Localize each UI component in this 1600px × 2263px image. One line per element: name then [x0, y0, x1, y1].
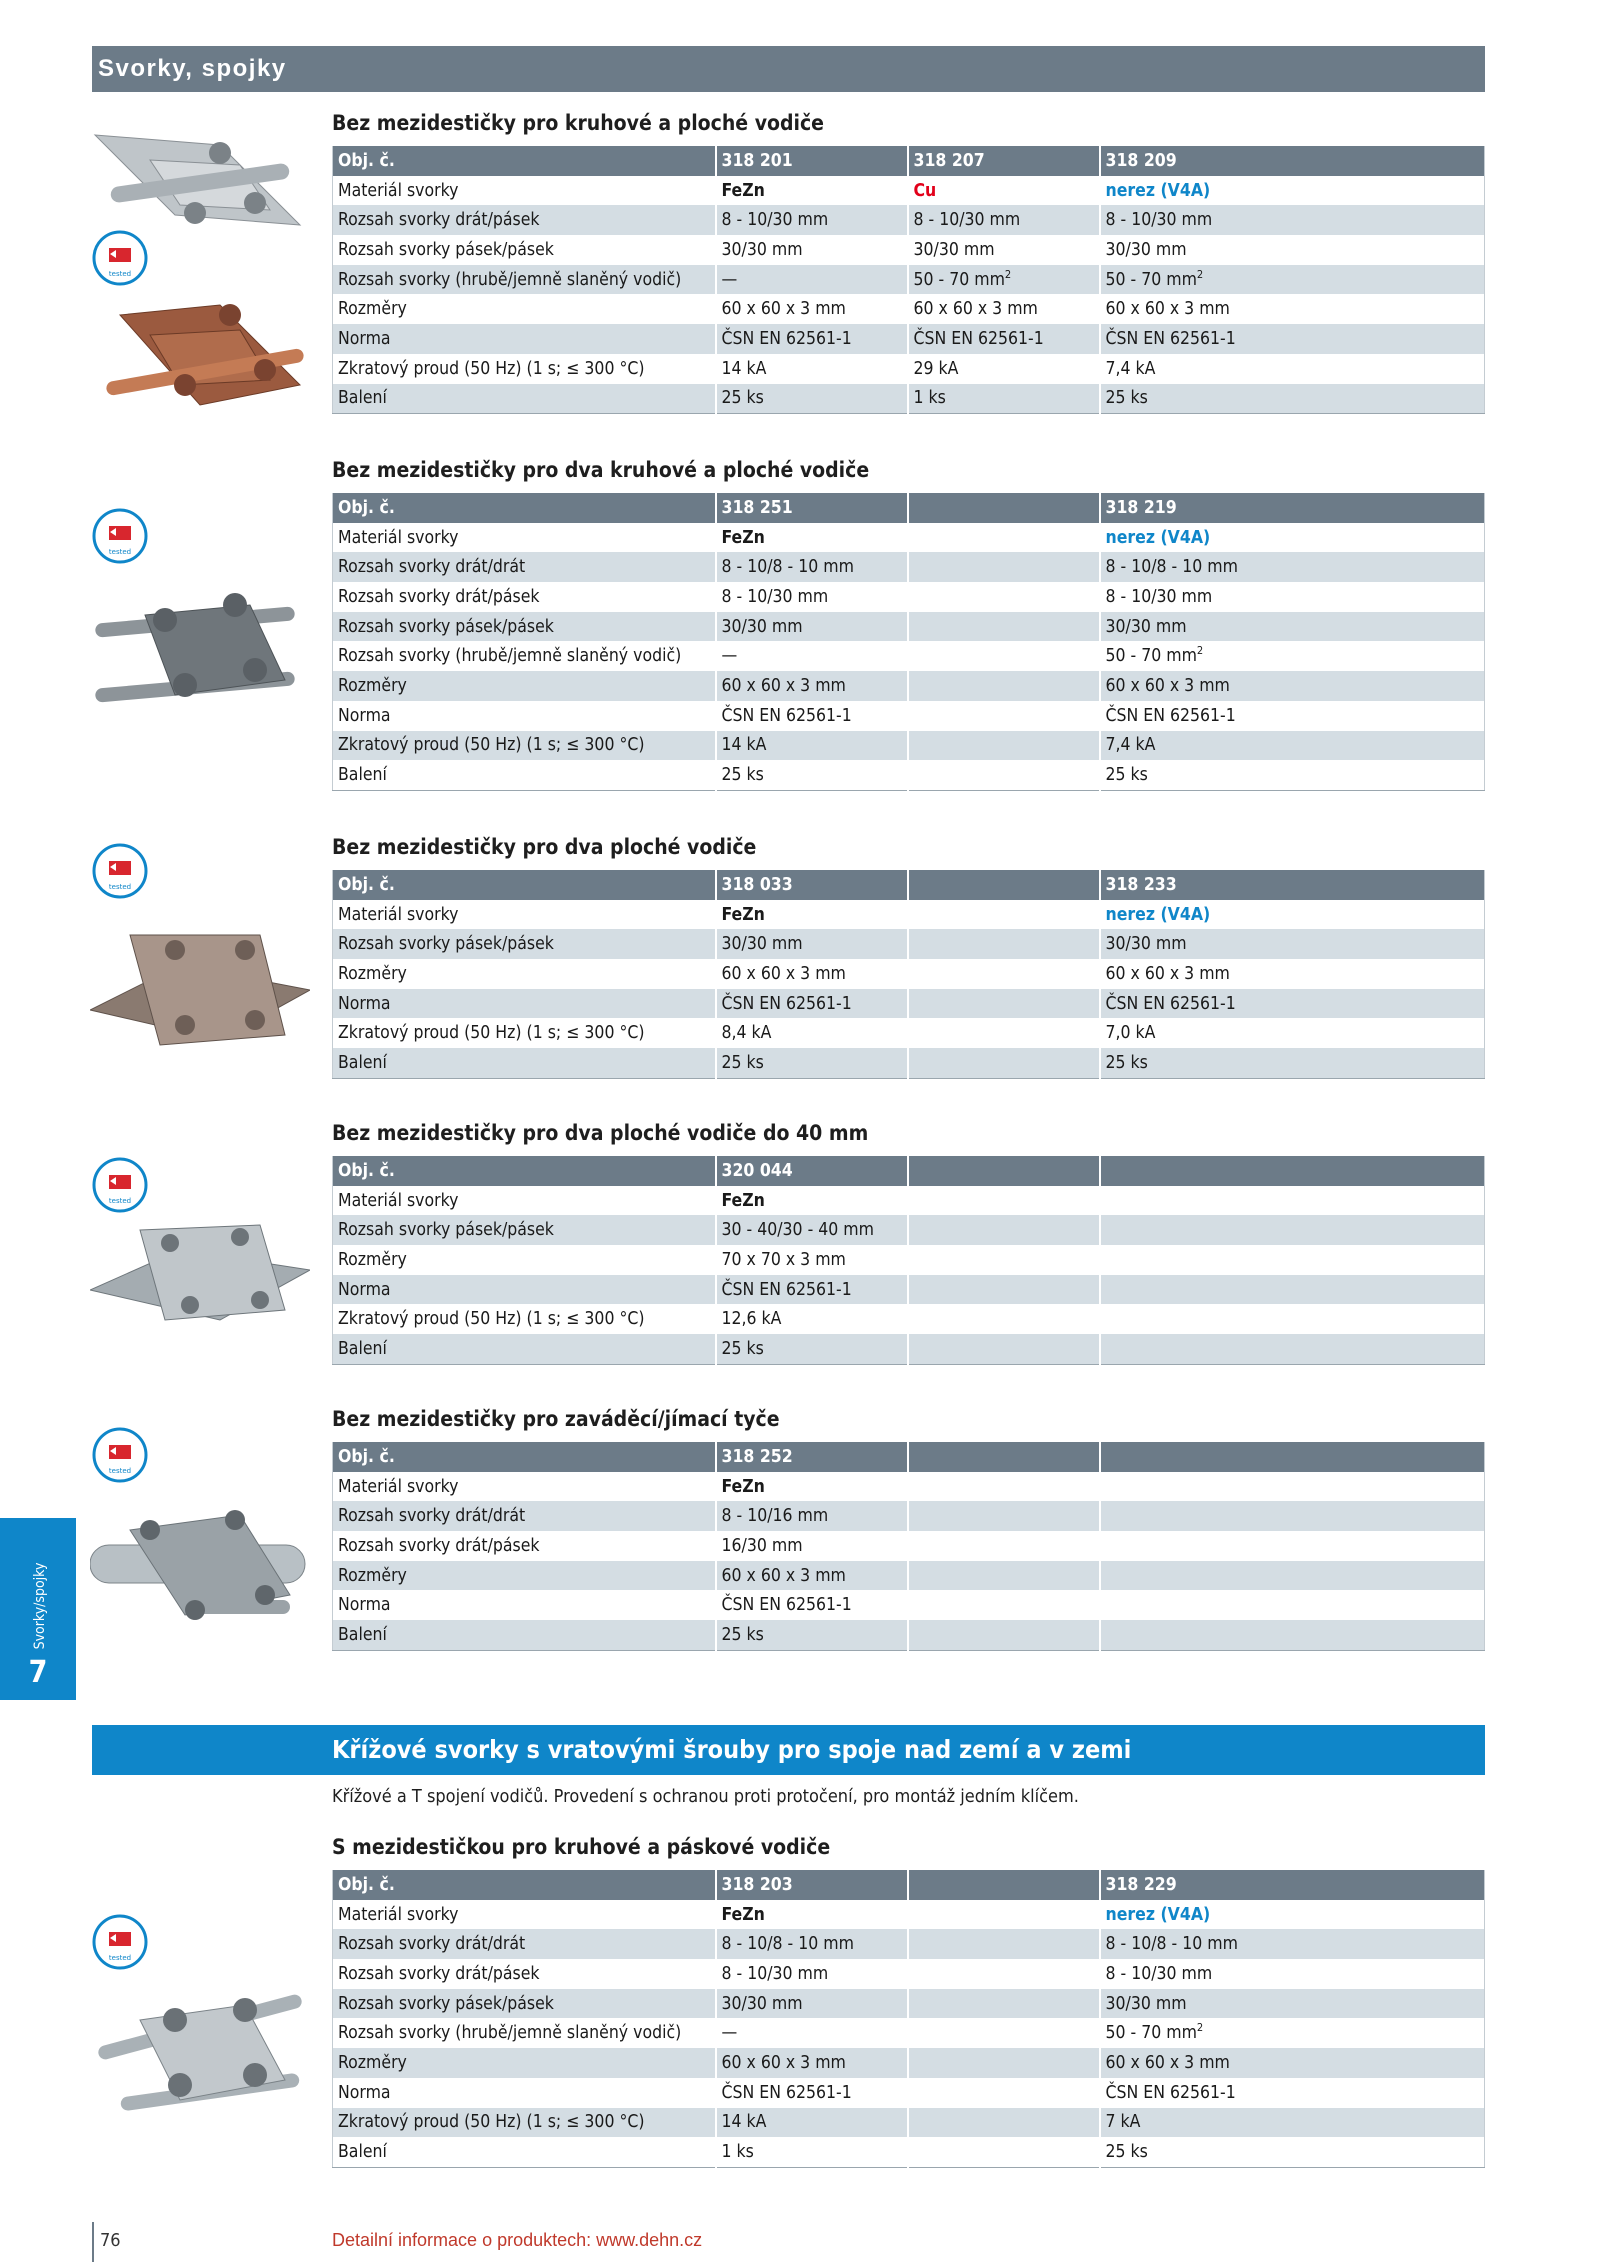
cell-value — [908, 1334, 1100, 1364]
cell-value: 8 - 10/8 - 10 mm — [1100, 552, 1485, 582]
section-round-flat — [332, 110, 1485, 414]
cell-value — [1100, 1531, 1485, 1561]
cell-value: 8 - 10/8 - 10 mm — [716, 1929, 908, 1959]
cell-value — [908, 1959, 1100, 1989]
table-row — [333, 612, 1485, 642]
cell-value: 8 - 10/30 mm — [908, 205, 1100, 235]
cell-value: 8 - 10/8 - 10 mm — [716, 552, 908, 582]
row-label: Zkratový proud (50 Hz) (1 s; ≤ 300 °C) — [333, 2108, 716, 2138]
cell-value: 14 kA — [716, 731, 908, 761]
cell-value: ČSN EN 62561-1 — [1100, 989, 1485, 1019]
section-title: Bez mezidestičky pro kruhové a ploché vodiče — [332, 111, 825, 135]
column-header-order-number: 318 251 — [716, 493, 908, 523]
column-header-order-number: 318 233 — [1100, 870, 1485, 900]
section-two-round-flat — [332, 457, 1485, 791]
cell-value: 7 kA — [1100, 2108, 1485, 2138]
cell-value — [1100, 1590, 1485, 1620]
cell-value — [1100, 1472, 1485, 1502]
cell-value — [908, 552, 1100, 582]
cell-value — [908, 1048, 1100, 1078]
cell-value: 60 x 60 x 3 mm — [1105, 963, 1230, 984]
clamp-rods-image — [90, 1490, 310, 1660]
table-row — [333, 1304, 1485, 1334]
cell-value: 60 x 60 x 3 mm — [1100, 671, 1485, 701]
cell-value: 60 x 60 x 3 mm — [716, 294, 908, 324]
cell-value: 30/30 mm — [1100, 929, 1485, 959]
table-row — [333, 1472, 1485, 1502]
cell-value: 25 ks — [716, 760, 908, 790]
column-header-order-number — [908, 1156, 1100, 1186]
row-label: Rozsah svorky drát/drát — [333, 1501, 716, 1531]
table-row — [333, 2048, 1485, 2078]
cell-value: ČSN EN 62561-1 — [716, 701, 908, 731]
section-title: S mezidestičkou pro kruhové a páskové vodiče — [332, 1835, 831, 1859]
cell-value — [908, 989, 1100, 1019]
chapter-tab-number: 7 — [28, 1655, 48, 1690]
row-label: Norma — [333, 1590, 716, 1620]
cell-value: 70 x 70 x 3 mm — [716, 1245, 908, 1275]
table-row — [333, 1018, 1485, 1048]
section-intro: Křížové a T spojení vodičů. Provedení s ochranou proti protočení, pro montáž jedním klíčem. — [332, 1786, 1079, 1807]
column-header-label: Obj. č. — [333, 1156, 716, 1186]
row-label: Norma — [333, 2078, 716, 2108]
row-label: Rozměry — [333, 1245, 716, 1275]
page-number: 76 — [100, 2230, 121, 2251]
table-row — [333, 1245, 1485, 1275]
table-row — [333, 294, 1485, 324]
svg-text:tested: tested — [108, 548, 132, 556]
table-row — [333, 701, 1485, 731]
cell-value: 25 ks — [716, 384, 908, 414]
cell-value — [908, 1620, 1100, 1650]
cell-value: 30/30 mm — [908, 235, 1100, 265]
cell-value — [908, 1989, 1100, 2019]
row-label: Rozměry — [333, 294, 716, 324]
spec-table — [332, 1442, 1485, 1651]
table-row — [333, 582, 1485, 612]
table-row — [333, 1959, 1485, 1989]
table-row — [333, 205, 1485, 235]
section-title: Bez mezidestičky pro dva ploché vodiče do 40 mm — [332, 1121, 869, 1145]
table-row — [333, 1334, 1485, 1364]
table-row — [333, 2078, 1485, 2108]
cell-value: FeZn — [716, 523, 908, 553]
column-header-order-number: 318 229 — [1100, 1870, 1485, 1900]
footer-link[interactable]: Detailní informace o produktech: www.dehn.cz — [332, 2230, 703, 2250]
spec-table — [332, 870, 1485, 1079]
row-label: Zkratový proud (50 Hz) (1 s; ≤ 300 °C) — [333, 1304, 716, 1334]
tested-badge-icon — [92, 1914, 148, 1970]
table-row — [333, 929, 1485, 959]
cell-value: 25 ks — [716, 1620, 908, 1650]
cell-value — [908, 1186, 1100, 1216]
cell-value: 50 - 70 $mm^2$ — [1105, 644, 1204, 667]
cell-value: ČSN EN 62561-1 — [716, 989, 908, 1019]
cell-value — [908, 900, 1100, 930]
cell-value: FeZn — [716, 900, 908, 930]
row-label: Rozměry — [333, 959, 716, 989]
cell-value — [1100, 1215, 1485, 1245]
column-header-order-number: 318 203 — [716, 1870, 908, 1900]
table-row — [333, 1215, 1485, 1245]
cell-value: 60 x 60 x 3 mm — [908, 294, 1100, 324]
cell-value — [908, 1501, 1100, 1531]
row-label: Rozsah svorky drát/pásek — [333, 1959, 716, 1989]
cell-value: 30/30 mm — [1105, 239, 1187, 260]
table-row — [333, 641, 1485, 671]
column-header-order-number — [1100, 1156, 1485, 1186]
cell-value — [1100, 1620, 1485, 1650]
row-label: Norma — [333, 989, 716, 1019]
row-label: Balení — [333, 1334, 716, 1364]
table-row — [333, 760, 1485, 790]
row-label: Rozsah svorky pásek/pásek — [333, 612, 716, 642]
cell-value — [908, 2048, 1100, 2078]
row-label: Rozsah svorky pásek/pásek — [333, 1989, 716, 2019]
cell-value: ČSN EN 62561-1 — [716, 2078, 908, 2108]
column-header-order-number — [908, 870, 1100, 900]
cell-value — [1100, 1186, 1485, 1216]
table-row — [333, 235, 1485, 265]
row-label: Rozsah svorky pásek/pásek — [333, 235, 716, 265]
cell-value: 25 ks — [1105, 765, 1148, 786]
section-title: Bez mezidestičky pro dva ploché vodiče — [332, 835, 757, 859]
cell-value: 8 - 10/30 mm — [1105, 1963, 1213, 1984]
row-label: Rozsah svorky drát/pásek — [333, 205, 716, 235]
cell-value — [908, 582, 1100, 612]
table-row — [333, 1186, 1485, 1216]
cell-value: 30/30 mm — [1100, 612, 1485, 642]
cell-value: FeZn — [716, 1472, 908, 1502]
cell-value: 29 kA — [908, 354, 1100, 384]
cell-value: 8 - 10/30 mm — [716, 582, 908, 612]
cell-value — [908, 2137, 1100, 2167]
spec-table — [332, 1156, 1485, 1365]
cell-value — [908, 959, 1100, 989]
cell-value: 30/30 mm — [716, 929, 908, 959]
table-header-row — [333, 493, 1485, 523]
table-row — [333, 731, 1485, 761]
table-row — [333, 523, 1485, 553]
cell-value: 8 - 10/30 mm — [1100, 205, 1485, 235]
cell-value: FeZn — [716, 176, 908, 206]
table-row — [333, 2018, 1485, 2048]
table-header-row — [333, 1870, 1485, 1900]
chapter-tab[interactable] — [0, 1518, 76, 1700]
cell-value: 50 - 70 $mm^2$ — [1100, 265, 1485, 295]
table-row — [333, 552, 1485, 582]
footer-divider — [92, 2222, 94, 2262]
cell-value: 25 ks — [716, 1048, 908, 1078]
column-header-order-number — [908, 493, 1100, 523]
column-header-order-number: 318 219 — [1100, 493, 1485, 523]
cell-value — [908, 523, 1100, 553]
cell-value: 12,6 kA — [716, 1304, 908, 1334]
svg-text:tested: tested — [108, 270, 132, 278]
column-header-order-number: 318 033 — [716, 870, 908, 900]
row-label: Rozsah svorky pásek/pásek — [333, 929, 716, 959]
row-label: Balení — [333, 384, 716, 414]
tested-badge-icon — [92, 1427, 148, 1483]
svg-text:tested: tested — [108, 1954, 132, 1962]
cell-value: 7,4 kA — [1100, 731, 1485, 761]
cell-value: ČSN EN 62561-1 — [716, 324, 908, 354]
cell-value: nerez (V4A) — [1105, 1904, 1211, 1925]
cell-value: 14 kA — [716, 2108, 908, 2138]
cell-value: 30/30 mm — [716, 612, 908, 642]
column-header-order-number — [908, 1870, 1100, 1900]
cell-value: 25 ks — [1100, 384, 1485, 414]
row-label: Materiál svorky — [333, 1900, 716, 1930]
row-label: Rozsah svorky drát/pásek — [333, 1531, 716, 1561]
table-row — [333, 1989, 1485, 2019]
cell-value: 50 - 70 $mm^2$ — [1105, 2021, 1204, 2044]
table-row — [333, 1620, 1485, 1650]
cell-value — [908, 1245, 1100, 1275]
row-label: Rozsah svorky pásek/pásek — [333, 1215, 716, 1245]
cell-value: 8 - 10/30 mm — [716, 205, 908, 235]
table-header-row — [333, 146, 1485, 176]
cell-value: 8 - 10/30 mm — [1105, 586, 1213, 607]
cell-value — [908, 612, 1100, 642]
row-label: Rozměry — [333, 1561, 716, 1591]
cell-value — [1100, 1245, 1485, 1275]
cell-value: 60 x 60 x 3 mm — [1100, 2048, 1485, 2078]
table-row — [333, 959, 1485, 989]
row-label: Rozsah svorky (hrubě/jemně slaněný vodič) — [333, 265, 716, 295]
chapter-tab-label: Svorky/spojky — [32, 1562, 48, 1650]
cell-value: 25 ks — [1105, 2142, 1148, 2163]
cell-value: nerez (V4A) — [1105, 180, 1211, 201]
cell-value: FeZn — [716, 1186, 908, 1216]
clamp-steel-image — [90, 115, 310, 275]
cell-value: 60 x 60 x 3 mm — [716, 671, 908, 701]
cell-value: nerez (V4A) — [1105, 527, 1211, 548]
cell-value: nerez (V4A) — [1105, 904, 1211, 925]
section-title: Bez mezidestičky pro dva kruhové a ploché vodiče — [332, 458, 870, 482]
clamp-flat-40-image — [90, 1205, 310, 1345]
page-header: Svorky, spojky — [92, 46, 1485, 92]
cell-value — [1100, 1501, 1485, 1531]
row-label: Rozsah svorky drát/pásek — [333, 582, 716, 612]
cell-value: — — [716, 265, 908, 295]
cell-value: ČSN EN 62561-1 — [716, 1590, 908, 1620]
column-header-label: Obj. č. — [333, 1870, 716, 1900]
row-label: Rozměry — [333, 671, 716, 701]
cell-value: 25 ks — [1100, 1048, 1485, 1078]
cell-value: ČSN EN 62561-1 — [908, 324, 1100, 354]
cell-value — [908, 1275, 1100, 1305]
cell-value: 8 - 10/16 mm — [716, 1501, 908, 1531]
table-row — [333, 989, 1485, 1019]
cell-value: 30/30 mm — [716, 235, 908, 265]
table-row — [333, 1275, 1485, 1305]
section-with-plate — [332, 1834, 1485, 2168]
section-two-flat — [332, 834, 1485, 1079]
cell-value — [1100, 1561, 1485, 1591]
cell-value — [908, 929, 1100, 959]
cell-value: 7,0 kA — [1105, 1023, 1156, 1044]
row-label: Materiál svorky — [333, 1186, 716, 1216]
cell-value: Cu — [908, 176, 1100, 206]
cell-value — [908, 1304, 1100, 1334]
cell-value: ČSN EN 62561-1 — [716, 1275, 908, 1305]
row-label: Norma — [333, 324, 716, 354]
cell-value — [908, 1929, 1100, 1959]
column-header-label: Obj. č. — [333, 870, 716, 900]
column-header-order-number — [1100, 1442, 1485, 1472]
section-title: Bez mezidestičky pro zaváděcí/jímací tyče — [332, 1407, 780, 1431]
clamp-with-plate-image — [90, 1975, 310, 2145]
table-header-row — [333, 1442, 1485, 1472]
row-label: Balení — [333, 1048, 716, 1078]
cell-value — [1100, 1334, 1485, 1364]
cell-value: 30/30 mm — [1100, 1989, 1485, 2019]
row-label: Rozsah svorky (hrubě/jemně slaněný vodič) — [333, 641, 716, 671]
cell-value: ČSN EN 62561-1 — [1105, 2082, 1236, 2103]
clamp-copper-image — [90, 285, 310, 445]
cell-value — [908, 760, 1100, 790]
table-row — [333, 900, 1485, 930]
cell-value: ČSN EN 62561-1 — [1100, 324, 1485, 354]
row-label: Rozsah svorky (hrubě/jemně slaněný vodič) — [333, 2018, 716, 2048]
table-row — [333, 671, 1485, 701]
table-row — [333, 1900, 1485, 1930]
cell-value — [908, 1215, 1100, 1245]
column-header-order-number: 320 044 — [716, 1156, 908, 1186]
cell-value — [908, 2108, 1100, 2138]
cell-value — [908, 2078, 1100, 2108]
cell-value: 60 x 60 x 3 mm — [716, 1561, 908, 1591]
cell-value — [908, 1018, 1100, 1048]
column-header-label: Obj. č. — [333, 493, 716, 523]
cell-value: 16/30 mm — [716, 1531, 908, 1561]
clamp-two-flat-image — [90, 915, 310, 1065]
row-label: Rozsah svorky drát/drát — [333, 1929, 716, 1959]
svg-text:tested: tested — [108, 883, 132, 891]
table-row — [333, 1048, 1485, 1078]
row-label: Zkratový proud (50 Hz) (1 s; ≤ 300 °C) — [333, 1018, 716, 1048]
cell-value: 60 x 60 x 3 mm — [716, 959, 908, 989]
cell-value: 1 ks — [908, 384, 1100, 414]
table-row — [333, 2108, 1485, 2138]
cell-value — [908, 1531, 1100, 1561]
column-header-order-number: 318 209 — [1100, 146, 1485, 176]
svg-text:tested: tested — [108, 1467, 132, 1475]
row-label: Norma — [333, 1275, 716, 1305]
table-row — [333, 1590, 1485, 1620]
spec-table — [332, 493, 1485, 791]
cell-value: 60 x 60 x 3 mm — [1105, 299, 1230, 320]
table-row — [333, 384, 1485, 414]
cell-value: 8 - 10/8 - 10 mm — [1100, 1929, 1485, 1959]
row-label: Rozsah svorky drát/drát — [333, 552, 716, 582]
cell-value: — — [716, 2018, 908, 2048]
cell-value — [908, 671, 1100, 701]
row-label: Zkratový proud (50 Hz) (1 s; ≤ 300 °C) — [333, 731, 716, 761]
cell-value — [908, 641, 1100, 671]
cell-value: 7,4 kA — [1105, 358, 1156, 379]
column-header-order-number: 318 252 — [716, 1442, 908, 1472]
cell-value — [908, 1900, 1100, 1930]
spec-table — [332, 1870, 1485, 2168]
column-header-order-number: 318 201 — [716, 146, 908, 176]
table-row — [333, 354, 1485, 384]
cell-value: 8,4 kA — [716, 1018, 908, 1048]
cell-value — [908, 1472, 1100, 1502]
row-label: Norma — [333, 701, 716, 731]
cell-value: 30 - 40/30 - 40 mm — [716, 1215, 908, 1245]
cell-value — [908, 2018, 1100, 2048]
row-label: Balení — [333, 760, 716, 790]
section-banner-title: Křížové svorky s vratovými šrouby pro spoje nad zemí a v zemi — [332, 1735, 1132, 1764]
table-row — [333, 324, 1485, 354]
table-row — [333, 1531, 1485, 1561]
section-two-flat-40 — [332, 1120, 1485, 1365]
cell-value: — — [716, 641, 908, 671]
section-rods — [332, 1406, 1485, 1651]
row-label: Materiál svorky — [333, 900, 716, 930]
cell-value — [908, 701, 1100, 731]
table-row — [333, 265, 1485, 295]
row-label: Materiál svorky — [333, 176, 716, 206]
row-label: Zkratový proud (50 Hz) (1 s; ≤ 300 °C) — [333, 354, 716, 384]
table-row — [333, 1929, 1485, 1959]
table-row — [333, 2137, 1485, 2167]
section-banner — [92, 1725, 1485, 1775]
table-row — [333, 1501, 1485, 1531]
table-row — [333, 176, 1485, 206]
row-label: Balení — [333, 1620, 716, 1650]
cell-value: FeZn — [716, 1900, 908, 1930]
column-header-order-number — [908, 1442, 1100, 1472]
cell-value — [908, 1561, 1100, 1591]
svg-text:tested: tested — [108, 1197, 132, 1205]
column-header-order-number: 318 207 — [908, 146, 1100, 176]
cell-value: 30/30 mm — [716, 1989, 908, 2019]
cell-value: 60 x 60 x 3 mm — [716, 2048, 908, 2078]
row-label: Rozměry — [333, 2048, 716, 2078]
tested-badge-icon — [92, 508, 148, 564]
table-row — [333, 1561, 1485, 1591]
table-header-row — [333, 870, 1485, 900]
cell-value: 50 - 70 $mm^2$ — [908, 265, 1100, 295]
cell-value: ČSN EN 62561-1 — [1105, 705, 1236, 726]
clamp-two-round-image — [90, 575, 310, 745]
column-header-label: Obj. č. — [333, 1442, 716, 1472]
cell-value — [908, 731, 1100, 761]
cell-value — [1100, 1275, 1485, 1305]
row-label: Materiál svorky — [333, 1472, 716, 1502]
column-header-label: Obj. č. — [333, 146, 716, 176]
cell-value: 8 - 10/30 mm — [716, 1959, 908, 1989]
cell-value: 1 ks — [716, 2137, 908, 2167]
cell-value — [908, 1590, 1100, 1620]
cell-value: 25 ks — [716, 1334, 908, 1364]
spec-table — [332, 146, 1485, 414]
tested-badge-icon — [92, 843, 148, 899]
table-header-row — [333, 1156, 1485, 1186]
cell-value: 14 kA — [716, 354, 908, 384]
cell-value — [1100, 1304, 1485, 1334]
row-label: Materiál svorky — [333, 523, 716, 553]
row-label: Balení — [333, 2137, 716, 2167]
